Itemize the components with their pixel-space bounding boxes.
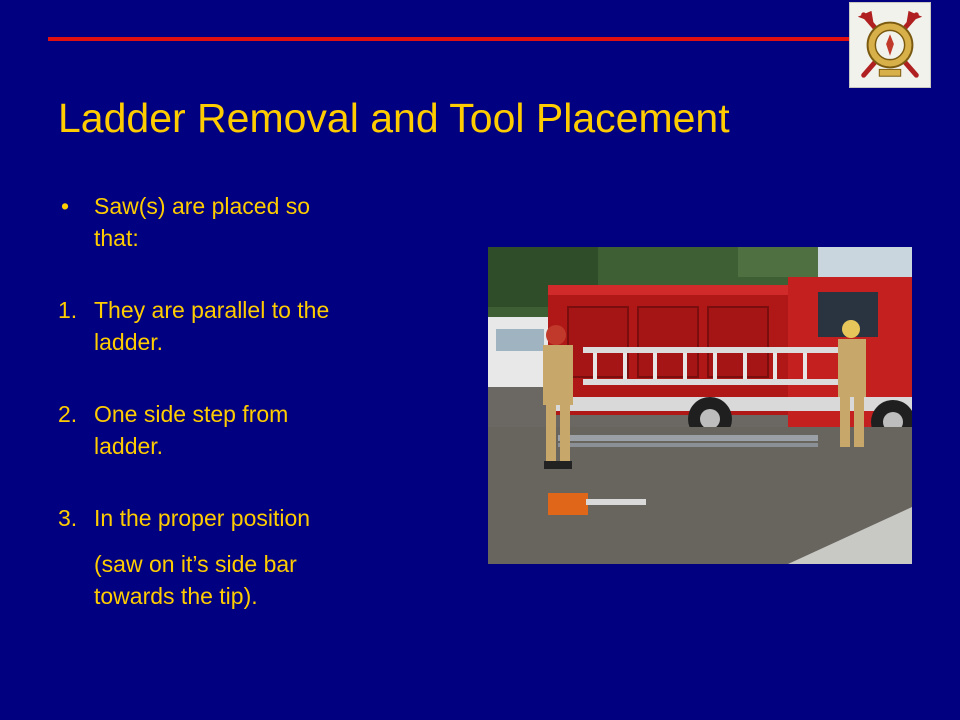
item-number: 3.	[58, 505, 78, 531]
continuation-paragraph	[58, 548, 438, 612]
numbered-item-3	[58, 502, 438, 534]
continuation-line-1: (saw on it’s side bar	[94, 551, 297, 577]
item-text-line-2: ladder.	[94, 329, 164, 355]
firefighters-ladder-photo-icon	[488, 247, 912, 564]
item-text-line-1: They are parallel to the	[94, 297, 330, 323]
item-text-line-2: ladder.	[94, 433, 164, 459]
slide-body	[58, 190, 438, 612]
fire-department-logo	[849, 2, 931, 88]
item-text-line-1: One side step from	[94, 401, 289, 427]
bullet-item	[58, 190, 438, 254]
title-rule	[48, 37, 862, 41]
item-number: 1.	[58, 297, 78, 323]
continuation-line-2: towards the tip).	[94, 583, 258, 609]
bullet-marker: •	[61, 193, 70, 219]
numbered-item-2	[58, 398, 438, 462]
slide-title: Ladder Removal and Tool Placement	[58, 95, 730, 141]
fire-emblem-icon	[850, 3, 930, 87]
training-photo	[488, 247, 912, 564]
numbered-item-1	[58, 294, 438, 358]
bullet-text-line-2: that:	[94, 225, 139, 251]
item-text-line-1: In the proper position	[94, 505, 311, 531]
bullet-text-line-1: Saw(s) are placed so	[94, 193, 311, 219]
item-number: 2.	[58, 401, 78, 427]
